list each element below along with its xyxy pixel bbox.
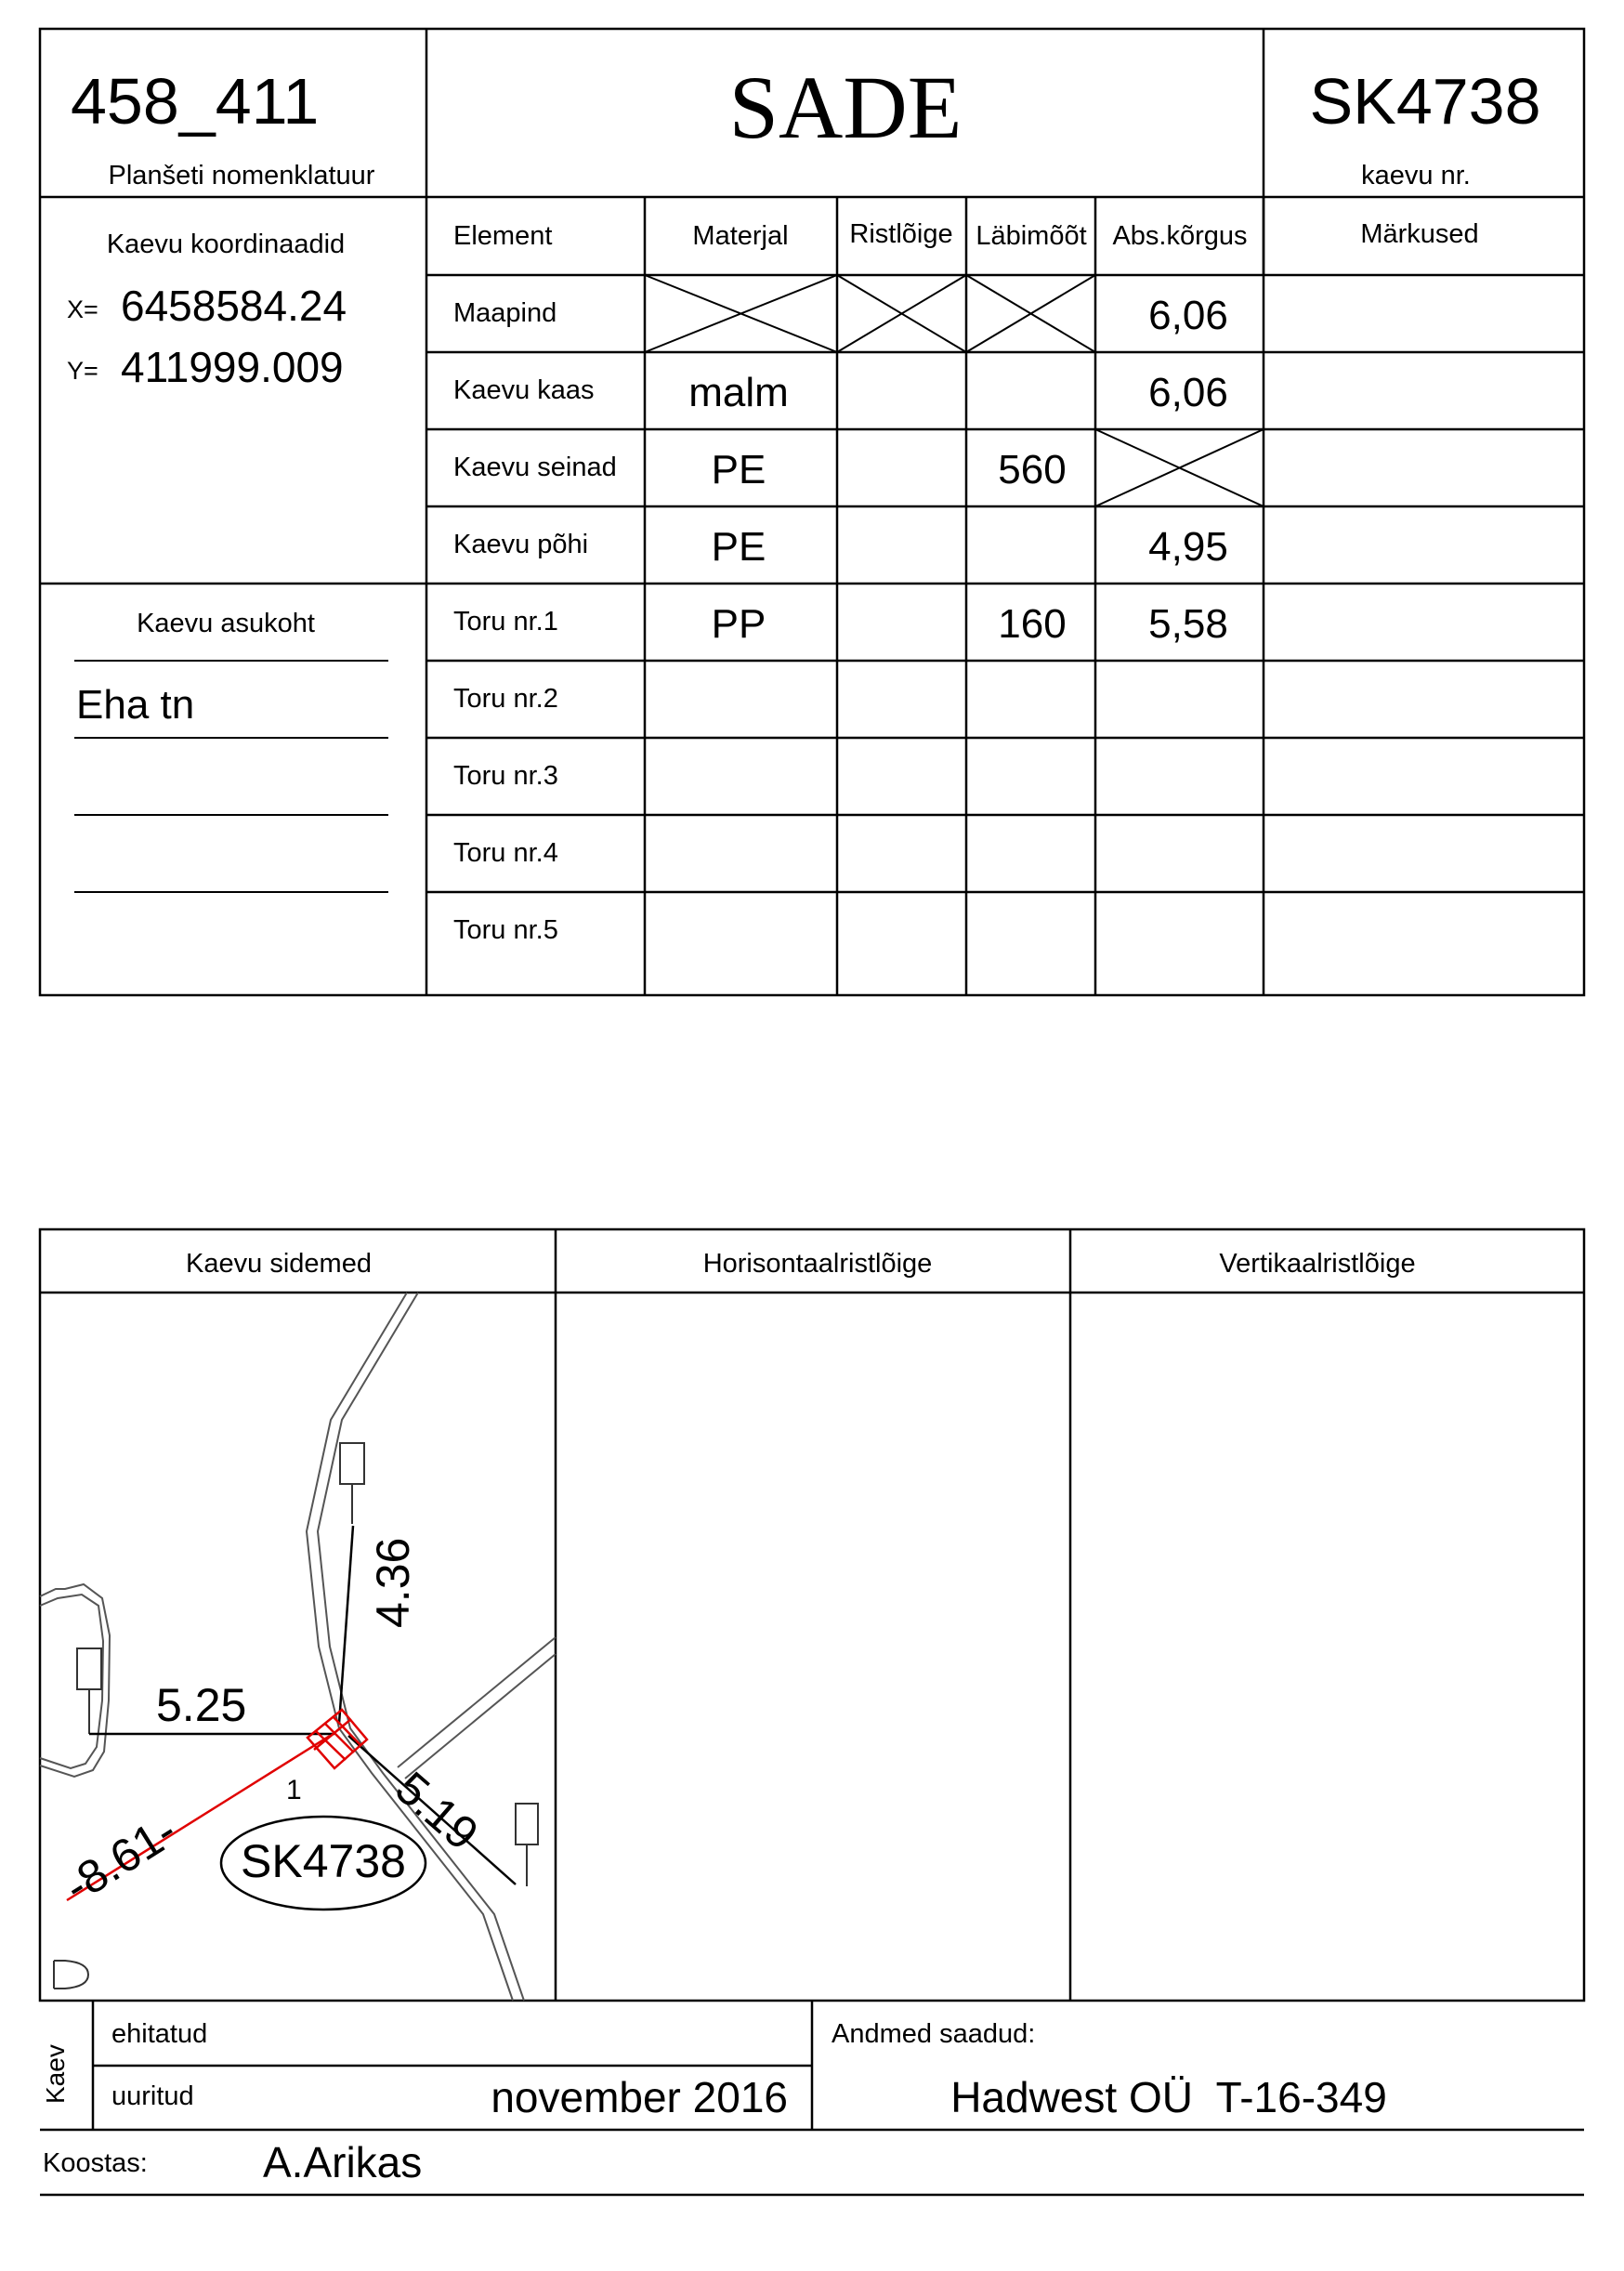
row-abs-height: 5,58 <box>1148 601 1228 647</box>
horizontal-section-label: Horisontaalristlõige <box>702 1249 933 1279</box>
row-material: PE <box>711 447 766 492</box>
row-element-label: Kaevu seinad <box>453 453 617 482</box>
row-abs-height: 6,06 <box>1148 293 1228 338</box>
x-coordinate-value: 6458584.24 <box>121 282 347 330</box>
row-element-label: Toru nr.2 <box>453 684 558 714</box>
dimension-label-pipe: -8.61- <box>55 1805 186 1913</box>
location-line-1: Eha tn <box>76 682 195 728</box>
dimension-label-west: 5.25 <box>156 1679 247 1731</box>
row-element-label: Toru nr.3 <box>453 761 558 791</box>
row-element-label: Kaevu kaas <box>453 375 595 405</box>
built-label: ehitatud <box>111 2019 208 2049</box>
post-marker-southeast <box>516 1804 538 1844</box>
form-title: SADE <box>728 58 963 157</box>
post-marker-west <box>77 1648 101 1689</box>
dimension-label-southeast: 5.19 <box>386 1761 489 1860</box>
row-element-label: Toru nr.5 <box>453 915 558 945</box>
location-sketch <box>40 1293 556 2001</box>
dimension-label-north: 4.36 <box>367 1537 419 1628</box>
column-header-notes: Märkused <box>1360 219 1479 249</box>
row-element-label: Toru nr.1 <box>453 607 558 637</box>
well-sketch-label: SK4738 <box>241 1835 406 1887</box>
x-coordinate-label: X= <box>67 295 98 323</box>
sketch-panel-label: Kaevu sidemed <box>186 1249 372 1279</box>
row-material: PP <box>711 601 766 647</box>
data-source-label: Andmed saadud: <box>832 2019 1036 2049</box>
row-element-label: Toru nr.4 <box>453 838 558 868</box>
y-coordinate-label: Y= <box>67 357 98 385</box>
row-diameter: 560 <box>998 447 1067 492</box>
footer-side-label: Kaev <box>41 2044 70 2104</box>
row-abs-height: 6,06 <box>1148 370 1228 415</box>
surveyed-label: uuritud <box>111 2081 194 2111</box>
y-coordinate-value: 411999.009 <box>121 343 344 391</box>
well-number-value: SK4738 <box>1309 65 1541 138</box>
row-element-label: Maapind <box>453 298 557 328</box>
vertical-section-label: Vertikaalristlõige <box>1219 1249 1416 1279</box>
surveyed-value: november 2016 <box>491 2073 788 2121</box>
row-element-label: Kaevu põhi <box>453 530 589 559</box>
column-header-material: Materjal <box>692 221 789 251</box>
author-label: Koostas: <box>43 2148 148 2178</box>
nomenclature-label: Planšeti nomenklatuur <box>108 161 375 190</box>
row-material: PE <box>711 524 766 570</box>
column-header-diameter: Läbimõõt <box>976 221 1087 251</box>
column-header-cross-section: Ristlõige <box>849 219 953 249</box>
location-label: Kaevu asukoht <box>137 609 315 638</box>
author-value: A.Arikas <box>263 2138 423 2186</box>
column-header-abs-height: Abs.kõrgus <box>1112 221 1248 251</box>
nomenclature-value: 458_411 <box>71 65 320 138</box>
well-number-label: kaevu nr. <box>1361 161 1471 190</box>
hydrant-icon <box>54 1961 88 1989</box>
row-material: malm <box>688 370 789 415</box>
coordinates-label: Kaevu koordinaadid <box>106 230 346 259</box>
row-diameter: 160 <box>998 601 1067 647</box>
row-abs-height: 4,95 <box>1148 524 1228 570</box>
pipe-number-label: 1 <box>286 1775 302 1805</box>
data-source-value: Hadwest OÜ T-16-349 <box>950 2073 1387 2121</box>
post-marker-north <box>340 1443 364 1484</box>
column-header-element: Element <box>453 221 553 251</box>
